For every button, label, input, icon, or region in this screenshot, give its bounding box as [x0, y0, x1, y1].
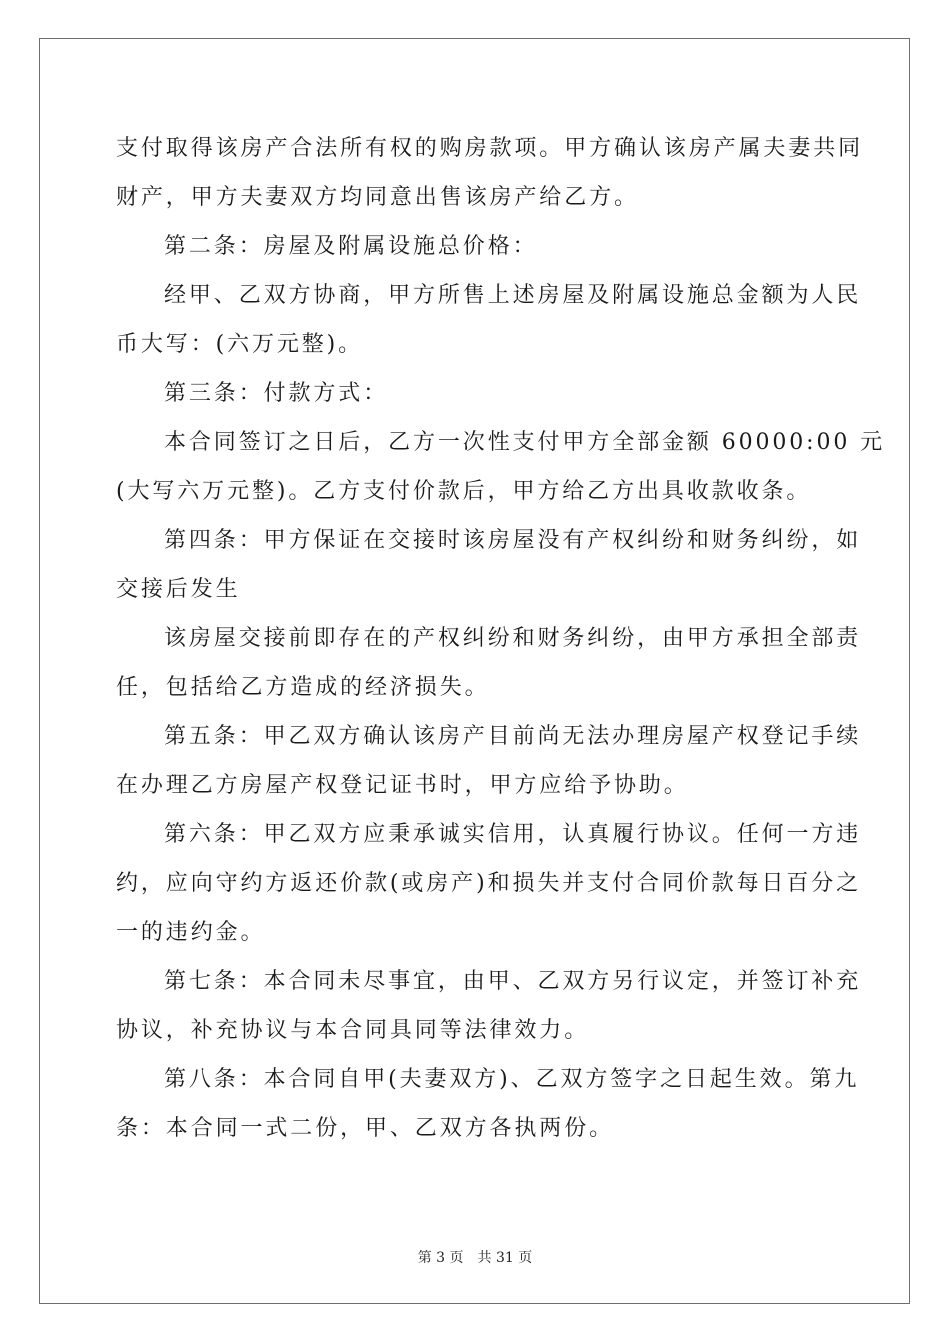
paragraph-line: 一的违约金。	[116, 920, 266, 945]
paragraph-line: 在办理乙方房屋产权登记证书时，甲方应给予协助。	[116, 773, 689, 798]
clause-5-line: 第五条：甲乙双方确认该房产目前尚无法办理房屋产权登记手续	[164, 724, 862, 749]
paragraph-line: 任，包括给乙方造成的经济损失。	[116, 675, 490, 700]
paragraph-line: 财产，甲方夫妻双方均同意出售该房产给乙方。	[116, 185, 639, 210]
total-pages: 共 31 页	[477, 1250, 533, 1266]
paragraph-line: 币大写：(六万元整)。	[116, 332, 364, 357]
paragraph-line: 该房屋交接前即存在的产权纠纷和财务纠纷，由甲方承担全部责	[164, 626, 862, 651]
paragraph-line: 经甲、乙双方协商，甲方所售上述房屋及附属设施总金额为人民	[164, 283, 862, 308]
paragraph-line: (大写六万元整)。乙方支付价款后，甲方给乙方出具收款收条。	[116, 479, 812, 504]
clause-7-line: 第七条：本合同未尽事宜，由甲、乙双方另行议定，并签订补充	[164, 969, 862, 994]
paragraph-line: 交接后发生	[116, 577, 241, 602]
document-body	[116, 124, 886, 1153]
clause-8-line: 第八条：本合同自甲(夫妻双方)、乙双方签字之日起生效。第九	[164, 1067, 860, 1092]
clause-6-line: 第六条：甲乙双方应秉承诚实信用，认真履行协议。任何一方违	[164, 822, 862, 847]
page-number: 第 3 页	[417, 1250, 464, 1266]
paragraph-line: 协议，补充协议与本合同具同等法律效力。	[116, 1018, 590, 1043]
clause-2-heading: 第二条：房屋及附属设施总价格：	[164, 234, 538, 259]
paragraph-line: 约，应向守约方返还价款(或房产)和损失并支付合同价款每日百分之	[116, 871, 862, 896]
paragraph-line: 本合同签订之日后，乙方一次性支付甲方全部金额 60000:00 元	[164, 430, 886, 455]
clause-4-line: 第四条：甲方保证在交接时该房屋没有产权纠纷和财务纠纷，如	[164, 528, 862, 553]
paragraph-line: 支付取得该房产合法所有权的购房款项。甲方确认该房产属夫妻共同	[116, 136, 864, 161]
clause-3-heading: 第三条：付款方式：	[164, 381, 389, 406]
page-footer	[0, 1247, 950, 1267]
paragraph-line: 条：本合同一式二份，甲、乙双方各执两份。	[116, 1116, 615, 1141]
